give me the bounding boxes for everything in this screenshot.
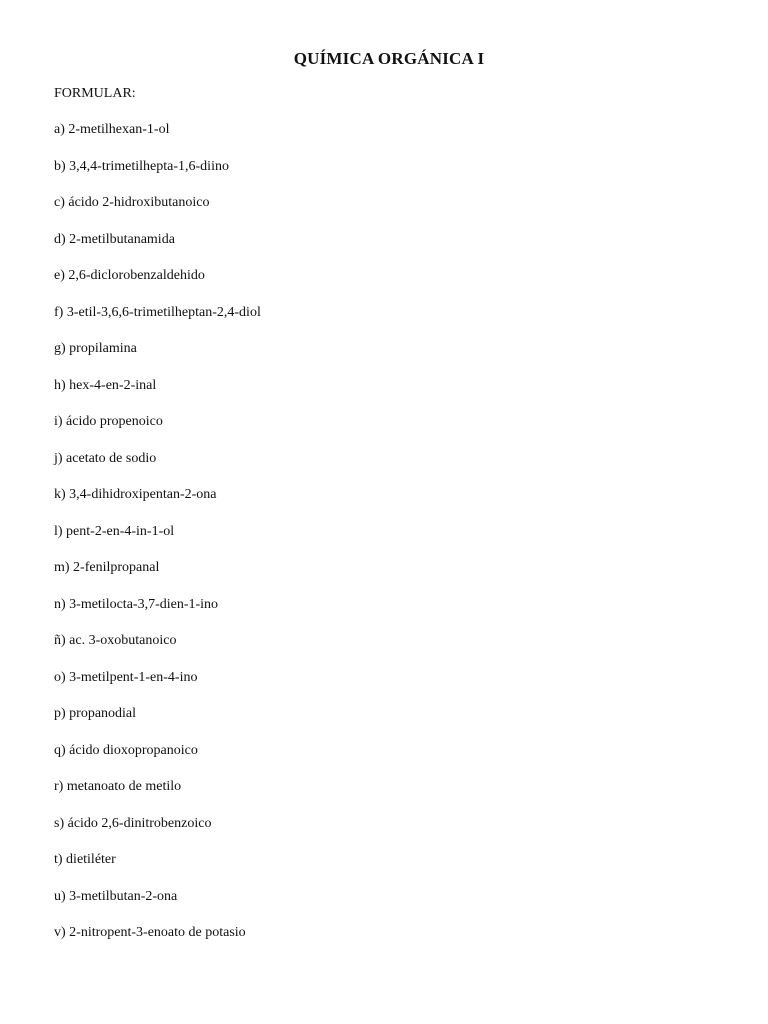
list-item: b) 3,4,4-trimetilhepta-1,6-diino (54, 158, 229, 174)
list-item: h) hex-4-en-2-inal (54, 377, 157, 393)
list-item: d) 2-metilbutanamida (54, 231, 175, 247)
exercise-list (54, 121, 261, 961)
list-item: a) 2-metilhexan-1-ol (54, 122, 170, 137)
list-item: p) propanodial (54, 706, 137, 721)
list-item: g) propilamina (54, 341, 137, 356)
list-item: q) ácido dioxopropanoico (54, 742, 198, 758)
page-title: QUÍMICA ORGÁNICA I (293, 49, 485, 68)
instruction-label: FORMULAR: (54, 86, 136, 101)
list-item: c) ácido 2-hidroxibutanoico (54, 195, 210, 210)
list-item: i) ácido propenoico (54, 414, 163, 429)
list-item: v) 2-nitropent-3-enoato de potasio (54, 925, 246, 940)
list-item: u) 3-metilbutan-2-ona (54, 888, 178, 904)
list-item: f) 3-etil-3,6,6-trimetilheptan-2,4-diol (54, 304, 261, 320)
list-item: o) 3-metilpent-1-en-4-ino (54, 669, 198, 685)
list-item: k) 3,4-dihidroxipentan-2-ona (54, 487, 217, 502)
list-item: l) pent-2-en-4-in-1-ol (54, 523, 175, 539)
list-item: t) dietiléter (54, 852, 116, 867)
list-item: s) ácido 2,6-dinitrobenzoico (54, 815, 212, 831)
list-item: m) 2-fenilpropanal (54, 560, 160, 575)
list-item: n) 3-metilocta-3,7-dien-1-ino (54, 596, 219, 612)
list-item: ñ) ac. 3-oxobutanoico (54, 633, 177, 648)
list-item: r) metanoato de metilo (54, 779, 182, 794)
list-item: e) 2,6-diclorobenzaldehido (54, 268, 205, 283)
list-item: j) acetato de sodio (54, 450, 157, 466)
